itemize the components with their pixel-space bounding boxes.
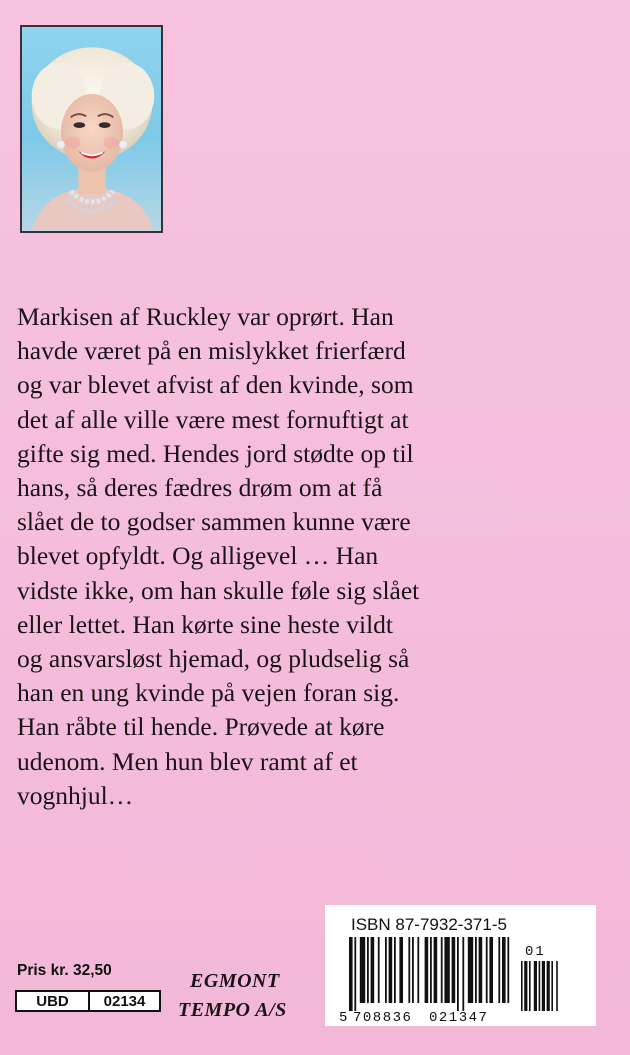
barcode-bar [430,937,432,1003]
author-portrait-image [22,27,161,231]
author-portrait [20,25,163,233]
isbn-label: ISBN 87-7932-371-5 [351,915,507,934]
barcode-addon-bar [524,961,527,1011]
barcode-bar [371,937,375,1003]
barcode-bar [434,937,438,1003]
barcode-bar [425,937,429,1003]
barcode-bar [444,937,449,1003]
blurb-line: vidste ikke, om han skulle føle sig slået [17,575,420,605]
barcode-bar [457,937,459,1011]
barcode-bar [475,937,477,1003]
distribution-codes [15,990,161,1012]
barcode-addon-bar [539,961,541,1011]
barcode-bar [389,937,393,1003]
barcode-bar [479,937,483,1003]
blurb-line: havde været på en mislykket frierfærd [17,336,406,366]
code-box-number: 02134 [88,990,161,1012]
blurb-line: Markisen af Ruckley var oprørt. Han [17,302,394,331]
blurb-line: og ansvarsløst hjemad, og pludselig så [17,644,410,674]
barcode-bar [502,937,506,1003]
barcode-first-digit: 5 [339,1010,348,1026]
barcode-bar [399,937,403,1003]
barcode-addon-digits: 01 [525,944,546,960]
barcode-bar [462,937,464,1011]
barcode-right-digits: 021347 [429,1010,489,1026]
barcode-bar [452,937,456,1003]
blurb-line: det af alle ville være mest fornuftigt at [17,404,409,434]
barcode-image [325,905,596,1026]
barcode-bar [486,937,488,1003]
barcode-bar [507,937,509,1003]
blurb-line: gifte sig med. Hendes jord stødte op til [17,438,414,468]
barcode-bar [367,937,369,1003]
barcode-bar [468,937,473,1003]
barcode-bar [489,937,493,1003]
barcode-bar [394,937,396,1003]
barcode-addon-bar [529,961,531,1011]
barcode-bar [412,937,414,1003]
barcode-bar [378,937,380,1003]
barcode-bar [385,937,387,1003]
blurb-text [17,300,617,813]
publisher-line-1: EGMONT [190,970,280,992]
blurb-line: blevet opfyldt. Og alligevel … Han [17,541,379,571]
barcode-bar [360,937,365,1003]
blurb-line: han en ung kvinde på vejen foran sig. [17,678,400,708]
publisher-name [178,967,287,1025]
code-box-ubd: UBD [15,990,90,1012]
barcode-bar [408,937,410,1003]
barcode-bar [354,937,356,1011]
blurb-line: hans, så deres fædres drøm om at få [17,473,383,503]
barcode-addon-bar [551,961,553,1011]
barcode-addon-bar [534,961,537,1011]
blurb-line: udenom. Men hun blev ramt af et [17,746,358,776]
blurb-line: eller lettet. Han kørte sine heste vildt [17,609,394,639]
blurb-line: slået de to godser sammen kunne være [17,507,411,537]
blurb-line: og var blevet afvist af den kvinde, som [17,370,414,400]
barcode-bar [417,937,419,1003]
barcode-addon-bar [556,961,558,1011]
barcode-bar [349,937,353,1011]
barcode-bar [498,937,500,1003]
barcode-addon-bar [521,961,523,1011]
barcode-left-digits: 708836 [353,1010,413,1026]
barcode-addon-bar [547,961,550,1011]
blurb-line: vognhjul… [17,780,134,810]
blurb-line: Han råbte til hende. Prøvede at køre [17,712,385,742]
barcode-bar [441,937,443,1003]
barcode-addon-bar [542,961,545,1011]
price-label: Pris kr. 32,50 [17,962,112,979]
barcode-panel [325,905,596,1026]
publisher-line-2: TEMPO A/S [178,999,287,1021]
